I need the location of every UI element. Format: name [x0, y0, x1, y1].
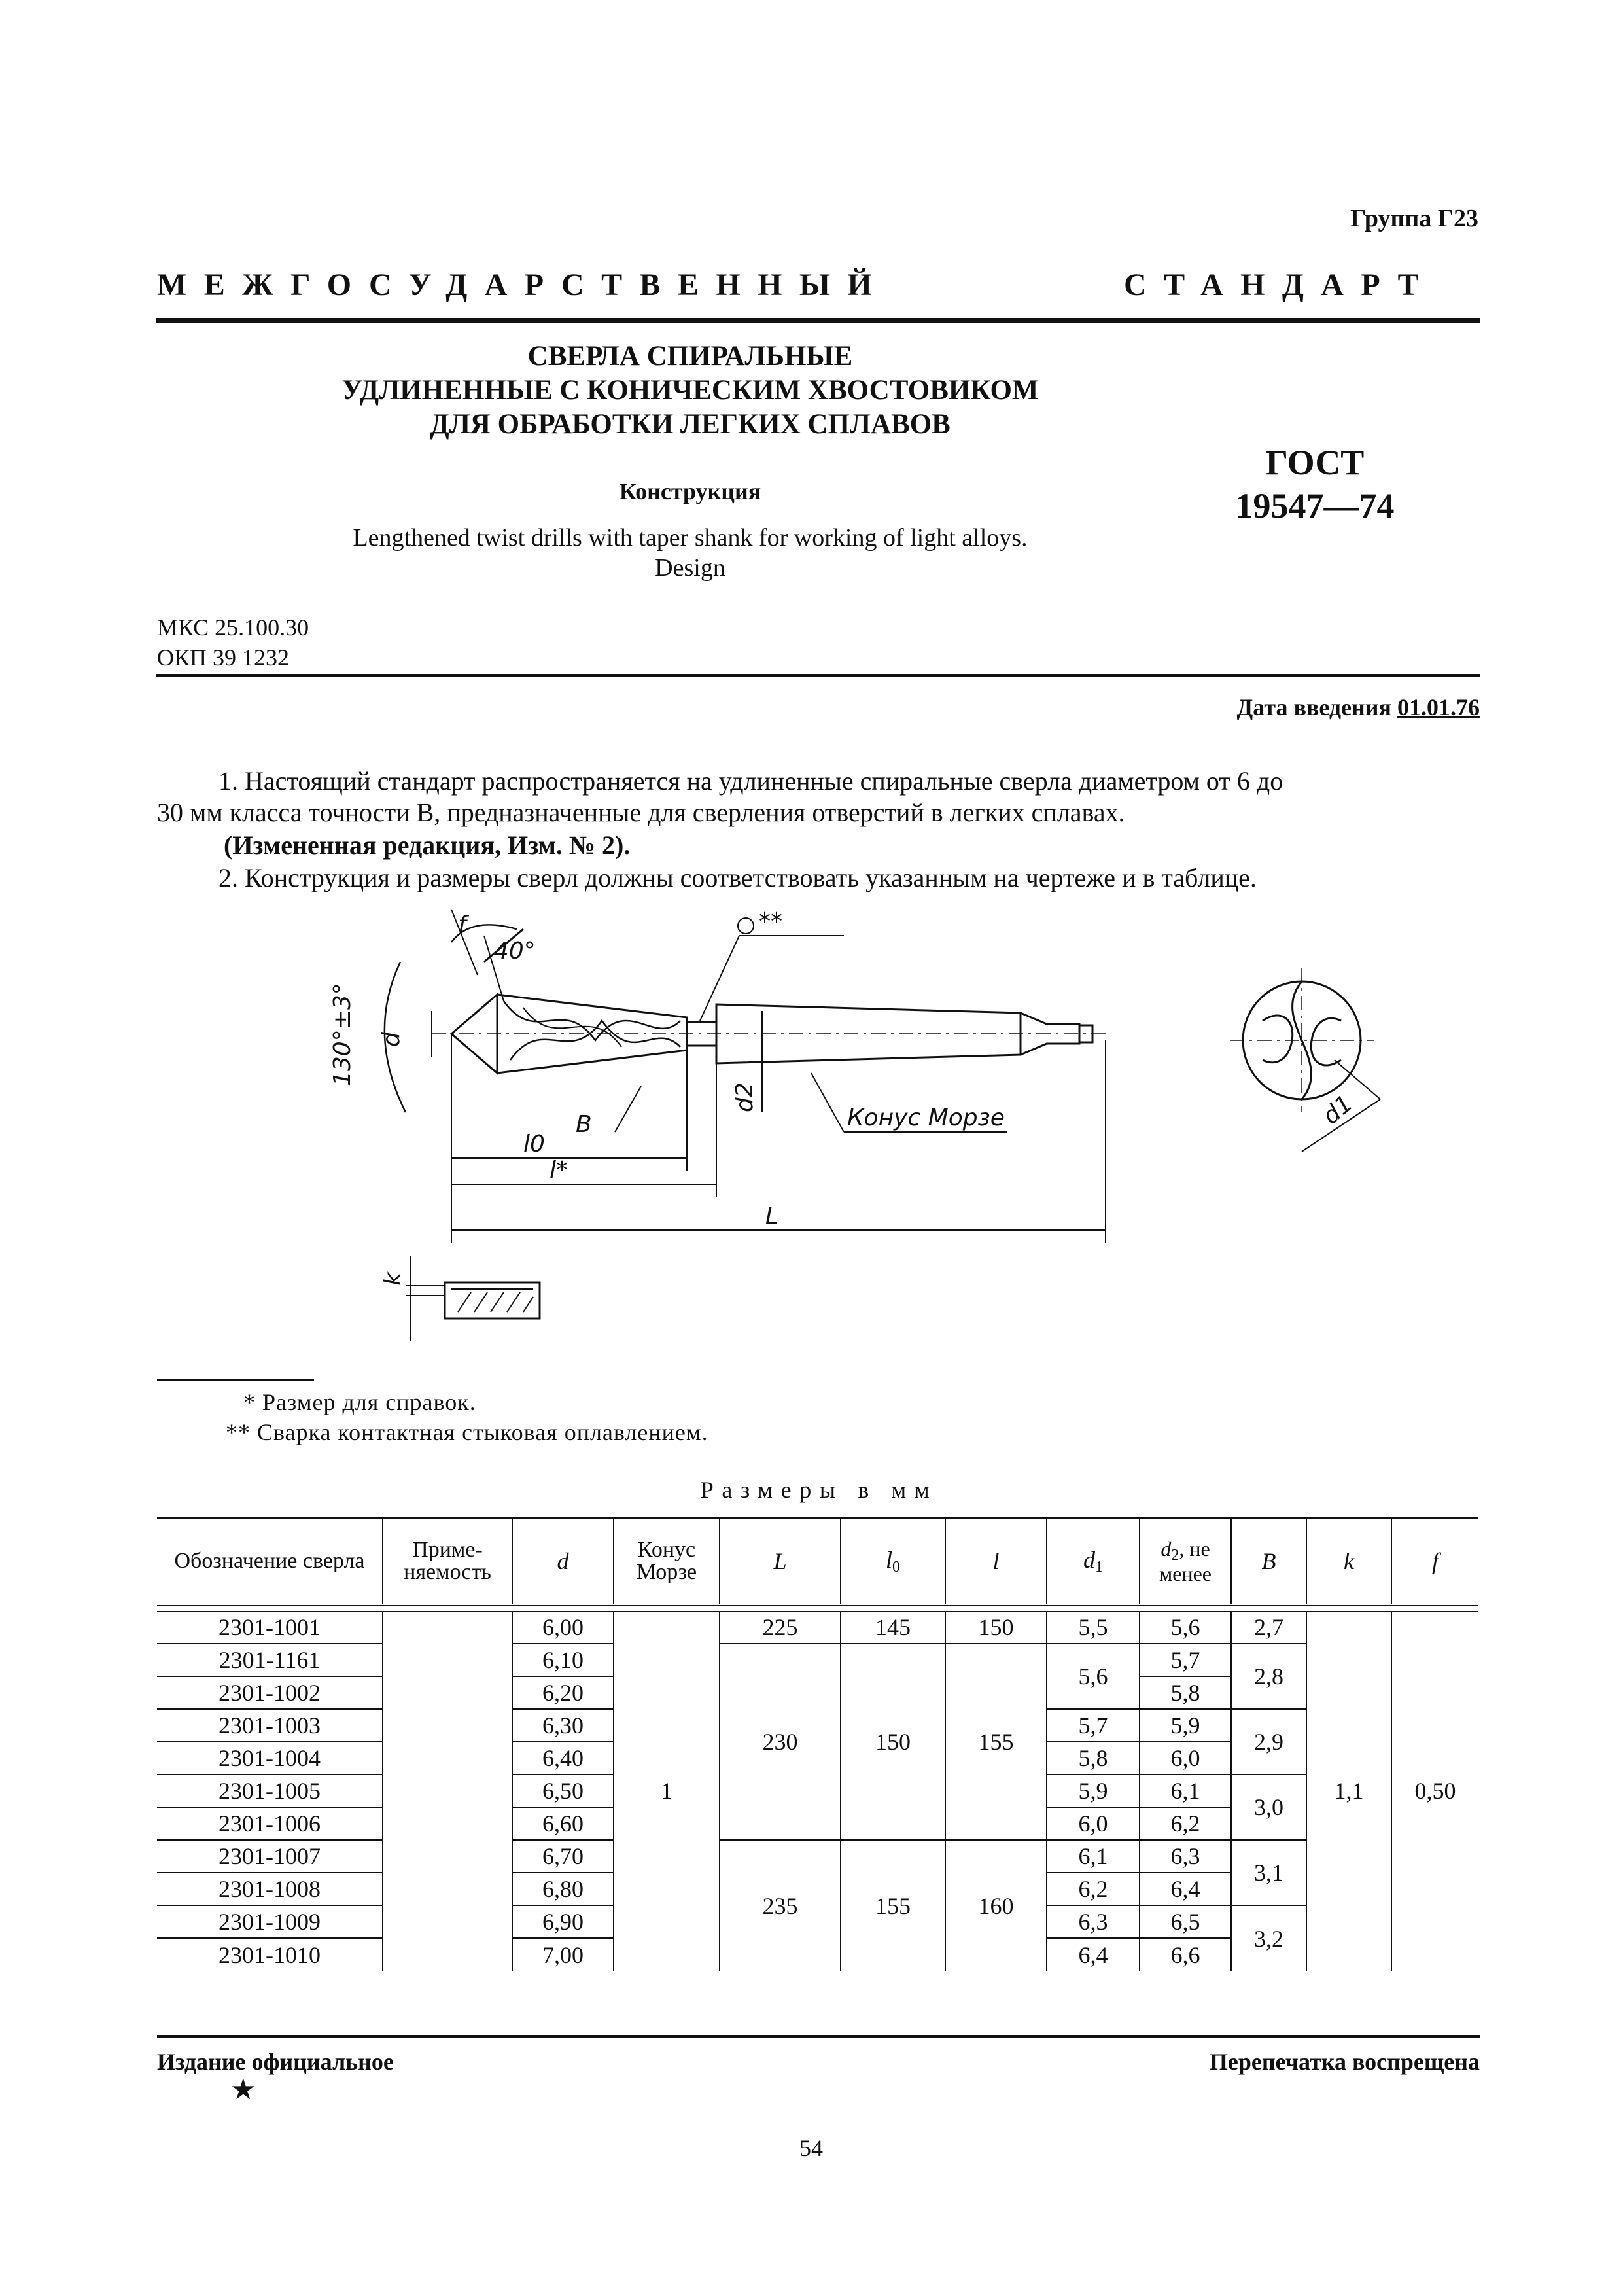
title-line-1: СВЕРЛА СПИРАЛЬНЫЕ	[527, 341, 853, 372]
cell-code: 2301-1002	[157, 1676, 383, 1709]
cell-d: 6,30	[512, 1709, 614, 1742]
header-l0	[841, 1519, 945, 1604]
paragraph-1-line-1: 1. Настоящий стандарт распространяется на удлиненные спиральные сверла диаметром от 6 до	[218, 766, 1283, 796]
reprint-prohibited: Перепечатка воспрещена	[1209, 2049, 1480, 2075]
cell-L: 225	[720, 1611, 841, 1644]
cell-l: 155	[945, 1644, 1047, 1840]
cell-d1: 6,1	[1047, 1840, 1140, 1873]
header-d	[512, 1519, 614, 1604]
header-d2-text: d	[1161, 1537, 1172, 1561]
table-row	[157, 1644, 1478, 1676]
footnote-rule	[157, 1379, 314, 1381]
standard-label-left: МЕЖГОСУДАРСТВЕННЫЙ	[157, 268, 890, 302]
cell-d: 6,70	[512, 1840, 614, 1873]
header-morse: Конус Морзе	[614, 1519, 720, 1604]
okp-code: ОКП 39 1232	[157, 645, 290, 671]
footer-rule	[157, 2035, 1480, 2038]
dimensions-table	[157, 1519, 1478, 1971]
header-L	[720, 1519, 841, 1604]
header-d1-text: d	[1083, 1546, 1095, 1573]
header-k	[1306, 1519, 1391, 1604]
cell-d: 6,10	[512, 1644, 614, 1676]
cell-d2: 6,0	[1140, 1742, 1231, 1775]
header-d-text: d	[557, 1548, 569, 1575]
cell-d1: 5,8	[1047, 1742, 1140, 1775]
header-l	[945, 1519, 1047, 1604]
header-B	[1231, 1519, 1306, 1604]
paragraph-1-line-2: 30 мм класса точности В, предназначенные для сверления отверстий в легких сплавах.	[157, 798, 1125, 827]
table-row	[157, 1611, 1478, 1644]
drawing-label-L: L	[765, 1203, 779, 1229]
gost-number: 19547—74	[1235, 486, 1395, 525]
group-label: Группа Г23	[1350, 205, 1478, 232]
cell-l0: 155	[841, 1840, 945, 1971]
cell-B: 3,0	[1231, 1775, 1306, 1840]
cell-d2: 5,6	[1140, 1611, 1231, 1644]
cell-d1: 5,9	[1047, 1775, 1140, 1807]
title-line-2: УДЛИНЕННЫЕ С КОНИЧЕСКИМ ХВОСТОВИКОМ	[341, 375, 1039, 406]
english-title-line-1: Lengthened twist drills with taper shank for working of light alloys.	[353, 524, 1028, 552]
drawing-label-d: d	[378, 1032, 405, 1047]
cell-l: 160	[945, 1840, 1047, 1971]
cell-d2: 6,2	[1140, 1807, 1231, 1840]
header-d1	[1047, 1519, 1140, 1604]
drawing-label-130: 130°±3°	[329, 983, 356, 1086]
intro-date-value: 01.01.76	[1397, 694, 1480, 720]
title-line-3: ДЛЯ ОБРАБОТКИ ЛЕГКИХ СПЛАВОВ	[430, 409, 951, 440]
gost-label: ГОСТ	[1265, 443, 1365, 482]
header-designation: Обозначение сверла	[157, 1519, 383, 1604]
table-header-row	[157, 1519, 1478, 1604]
english-title-line-2: Design	[655, 554, 725, 582]
cell-d2: 5,8	[1140, 1676, 1231, 1709]
cell-d2: 6,5	[1140, 1905, 1231, 1938]
cell-code: 2301-1006	[157, 1807, 383, 1840]
k-detail-body	[445, 1282, 540, 1318]
cell-code: 2301-1007	[157, 1840, 383, 1873]
cell-d: 6,40	[512, 1742, 614, 1775]
table-row	[157, 1840, 1478, 1873]
cell-k: 1,1	[1306, 1611, 1391, 1971]
cell-d: 6,20	[512, 1676, 614, 1709]
cell-B: 3,2	[1231, 1905, 1306, 1971]
cell-code: 2301-1004	[157, 1742, 383, 1775]
drawing-label-40: 40°	[494, 938, 536, 964]
cell-code: 2301-1005	[157, 1775, 383, 1807]
official-edition: Издание официальное	[157, 2049, 394, 2075]
header-f	[1391, 1519, 1478, 1604]
cell-d2: 6,3	[1140, 1840, 1231, 1873]
header-separator	[157, 1604, 1478, 1611]
cell-d1: 6,4	[1047, 1938, 1140, 1971]
cell-code: 2301-1008	[157, 1873, 383, 1905]
subtitle: Конструкция	[619, 478, 761, 504]
cell-d: 6,90	[512, 1905, 614, 1938]
header-l-text: l	[992, 1548, 1000, 1575]
header-l0-sub: 0	[892, 1558, 900, 1576]
drawing-label-weld: **	[759, 908, 782, 935]
cell-d1: 5,5	[1047, 1611, 1140, 1644]
drawing-label-k: k	[379, 1272, 406, 1286]
cell-B: 2,8	[1231, 1644, 1306, 1709]
drawing-label-d2: d2	[731, 1082, 758, 1112]
drawing-label-lstar: l*	[550, 1157, 568, 1184]
page-number: 54	[799, 2135, 823, 2161]
drawing-label-l0: l0	[523, 1131, 545, 1157]
cell-d: 7,00	[512, 1938, 614, 1971]
cell-d1: 5,7	[1047, 1709, 1140, 1742]
cell-d2: 6,4	[1140, 1873, 1231, 1905]
header-d2-sub: 2	[1171, 1547, 1179, 1564]
paragraph-2: 2. Конструкция и размеры сверл должны соответствовать указанным на чертеже и в таблице.	[218, 863, 1257, 892]
cell-applicability	[383, 1611, 512, 1971]
header-d2-note: , не менее	[1159, 1537, 1212, 1586]
header-d2	[1140, 1519, 1231, 1604]
header-l0-text: l	[885, 1546, 892, 1573]
cell-B: 2,9	[1231, 1709, 1306, 1775]
header-k-text: k	[1344, 1548, 1354, 1575]
cell-d: 6,60	[512, 1807, 614, 1840]
cell-code: 2301-1003	[157, 1709, 383, 1742]
cell-d1: 6,3	[1047, 1905, 1140, 1938]
paragraph-1-amendment: (Измененная редакция, Изм. № 2).	[224, 830, 631, 860]
cell-code: 2301-1161	[157, 1644, 383, 1676]
cell-d1: 5,6	[1047, 1644, 1140, 1709]
header-f-text: f	[1431, 1548, 1439, 1575]
header-applicability: Приме-няемость	[383, 1519, 512, 1604]
cell-d2: 5,7	[1140, 1644, 1231, 1676]
cell-d: 6,00	[512, 1611, 614, 1644]
cell-L: 230	[720, 1644, 841, 1840]
table-caption: Размеры в мм	[700, 1477, 938, 1503]
footnote-2: ** Сварка контактная стыковая оплавлением.	[226, 1419, 708, 1445]
drawing-label-d1: d1	[1318, 1090, 1358, 1130]
cell-code: 2301-1001	[157, 1611, 383, 1644]
cell-B: 2,7	[1231, 1611, 1306, 1644]
cell-l0: 145	[841, 1611, 945, 1644]
header-L-text: L	[773, 1548, 787, 1575]
header-d1-sub: 1	[1095, 1558, 1103, 1576]
cell-f: 0,50	[1414, 1778, 1456, 1805]
cell-code: 2301-1010	[157, 1938, 383, 1971]
cell-d1: 6,0	[1047, 1807, 1140, 1840]
standard-label-right: СТАНДАРТ	[1124, 268, 1437, 302]
drawing-label-B: B	[576, 1111, 592, 1138]
footnote-1: * Размер для справок.	[243, 1389, 476, 1415]
cell-d: 6,80	[512, 1873, 614, 1905]
cell-l: 150	[945, 1611, 1047, 1644]
cell-d2: 5,9	[1140, 1709, 1231, 1742]
drawing-label-f: f	[458, 911, 466, 938]
cell-d1: 6,2	[1047, 1873, 1140, 1905]
cell-d2: 6,1	[1140, 1775, 1231, 1807]
cell-code: 2301-1009	[157, 1905, 383, 1938]
cell-d: 6,50	[512, 1775, 614, 1807]
cell-morse: 1	[614, 1611, 720, 1971]
cell-l0: 150	[841, 1644, 945, 1840]
mks-code: МКС 25.100.30	[157, 614, 309, 641]
intro-date-label: Дата введения	[1236, 694, 1391, 720]
star-icon: ★	[230, 2074, 256, 2106]
drawing-label-morse: Конус Морзе	[847, 1104, 1005, 1131]
cell-L: 235	[720, 1840, 841, 1971]
header-B-text: B	[1261, 1548, 1276, 1575]
cell-d2: 6,6	[1140, 1938, 1231, 1971]
cell-B: 3,1	[1231, 1840, 1306, 1905]
